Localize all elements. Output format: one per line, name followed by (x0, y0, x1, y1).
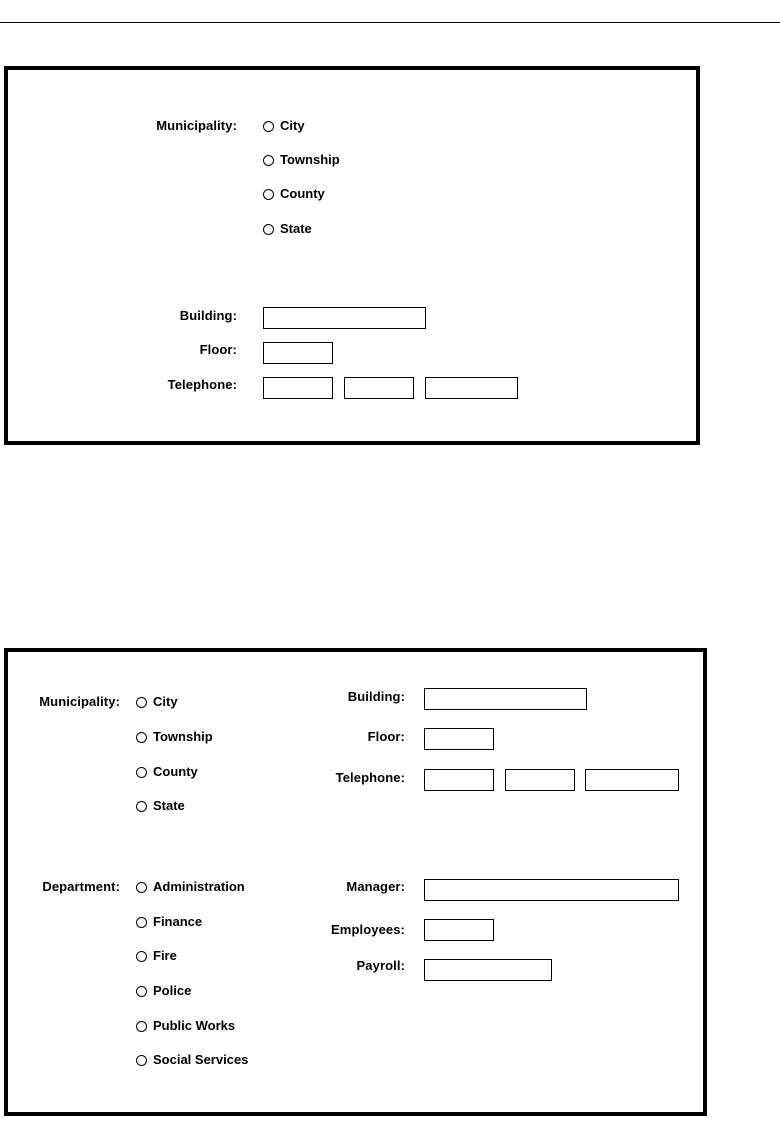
radio-administration[interactable] (136, 879, 245, 895)
telephone-label: Telephone: (167, 377, 237, 392)
radio-label: Finance (153, 914, 203, 929)
building-label: Building: (179, 308, 237, 323)
radio-circle-icon (136, 917, 147, 928)
telephone-label: Telephone: (335, 770, 405, 785)
radio-circle-icon (136, 951, 147, 962)
radio-label: Administration (153, 879, 245, 894)
radio-circle-icon (263, 121, 274, 132)
telephone-area-code-input[interactable] (263, 377, 333, 399)
radio-label: Social Services (153, 1052, 249, 1067)
radio-state[interactable] (136, 798, 185, 814)
radio-label: City (280, 118, 305, 133)
radio-circle-icon (136, 986, 147, 997)
radio-label: Township (153, 729, 213, 744)
radio-label: County (153, 764, 198, 779)
radio-circle-icon (136, 697, 147, 708)
radio-label: Public Works (153, 1018, 236, 1033)
radio-finance[interactable] (136, 914, 202, 930)
radio-public-works[interactable] (136, 1018, 235, 1034)
radio-social-services[interactable] (136, 1052, 248, 1068)
telephone-prefix-input[interactable] (344, 377, 414, 399)
employees-label: Employees: (331, 922, 405, 937)
radio-label: Township (280, 152, 340, 167)
telephone-area-code-input[interactable] (424, 769, 494, 791)
radio-circle-icon (263, 224, 274, 235)
radio-state[interactable] (263, 221, 312, 237)
manager-label: Manager: (346, 879, 405, 894)
manager-input[interactable] (424, 879, 679, 901)
radio-city[interactable] (136, 694, 178, 710)
radio-label: County (280, 186, 325, 201)
municipality-label: Municipality: (156, 118, 237, 133)
radio-label: State (280, 221, 312, 236)
building-label: Building: (347, 689, 405, 704)
form-panel-extended (4, 648, 707, 1116)
payroll-input[interactable] (424, 959, 552, 981)
radio-township[interactable] (136, 729, 213, 745)
employees-input[interactable] (424, 919, 494, 941)
radio-township[interactable] (263, 152, 340, 168)
radio-police[interactable] (136, 983, 191, 999)
radio-fire[interactable] (136, 948, 177, 964)
radio-county[interactable] (263, 186, 325, 202)
building-input[interactable] (263, 307, 426, 329)
payroll-label: Payroll: (356, 958, 405, 973)
floor-label: Floor: (367, 729, 405, 744)
radio-label: Police (153, 983, 192, 998)
top-rule (0, 22, 780, 23)
floor-input[interactable] (263, 342, 333, 364)
radio-circle-icon (136, 732, 147, 743)
radio-label: State (153, 798, 185, 813)
radio-city[interactable] (263, 118, 305, 134)
radio-county[interactable] (136, 764, 198, 780)
radio-circle-icon (136, 801, 147, 812)
form-panel-basic (4, 66, 700, 445)
radio-label: Fire (153, 948, 177, 963)
radio-label: City (153, 694, 178, 709)
floor-input[interactable] (424, 728, 494, 750)
radio-circle-icon (136, 882, 147, 893)
telephone-prefix-input[interactable] (505, 769, 575, 791)
floor-label: Floor: (199, 342, 237, 357)
radio-circle-icon (263, 189, 274, 200)
radio-circle-icon (136, 1021, 147, 1032)
telephone-line-number-input[interactable] (585, 769, 679, 791)
radio-circle-icon (136, 767, 147, 778)
municipality-label: Municipality: (39, 694, 120, 709)
radio-circle-icon (263, 155, 274, 166)
department-label: Department: (42, 879, 120, 894)
building-input[interactable] (424, 688, 587, 710)
telephone-line-number-input[interactable] (425, 377, 518, 399)
radio-circle-icon (136, 1055, 147, 1066)
